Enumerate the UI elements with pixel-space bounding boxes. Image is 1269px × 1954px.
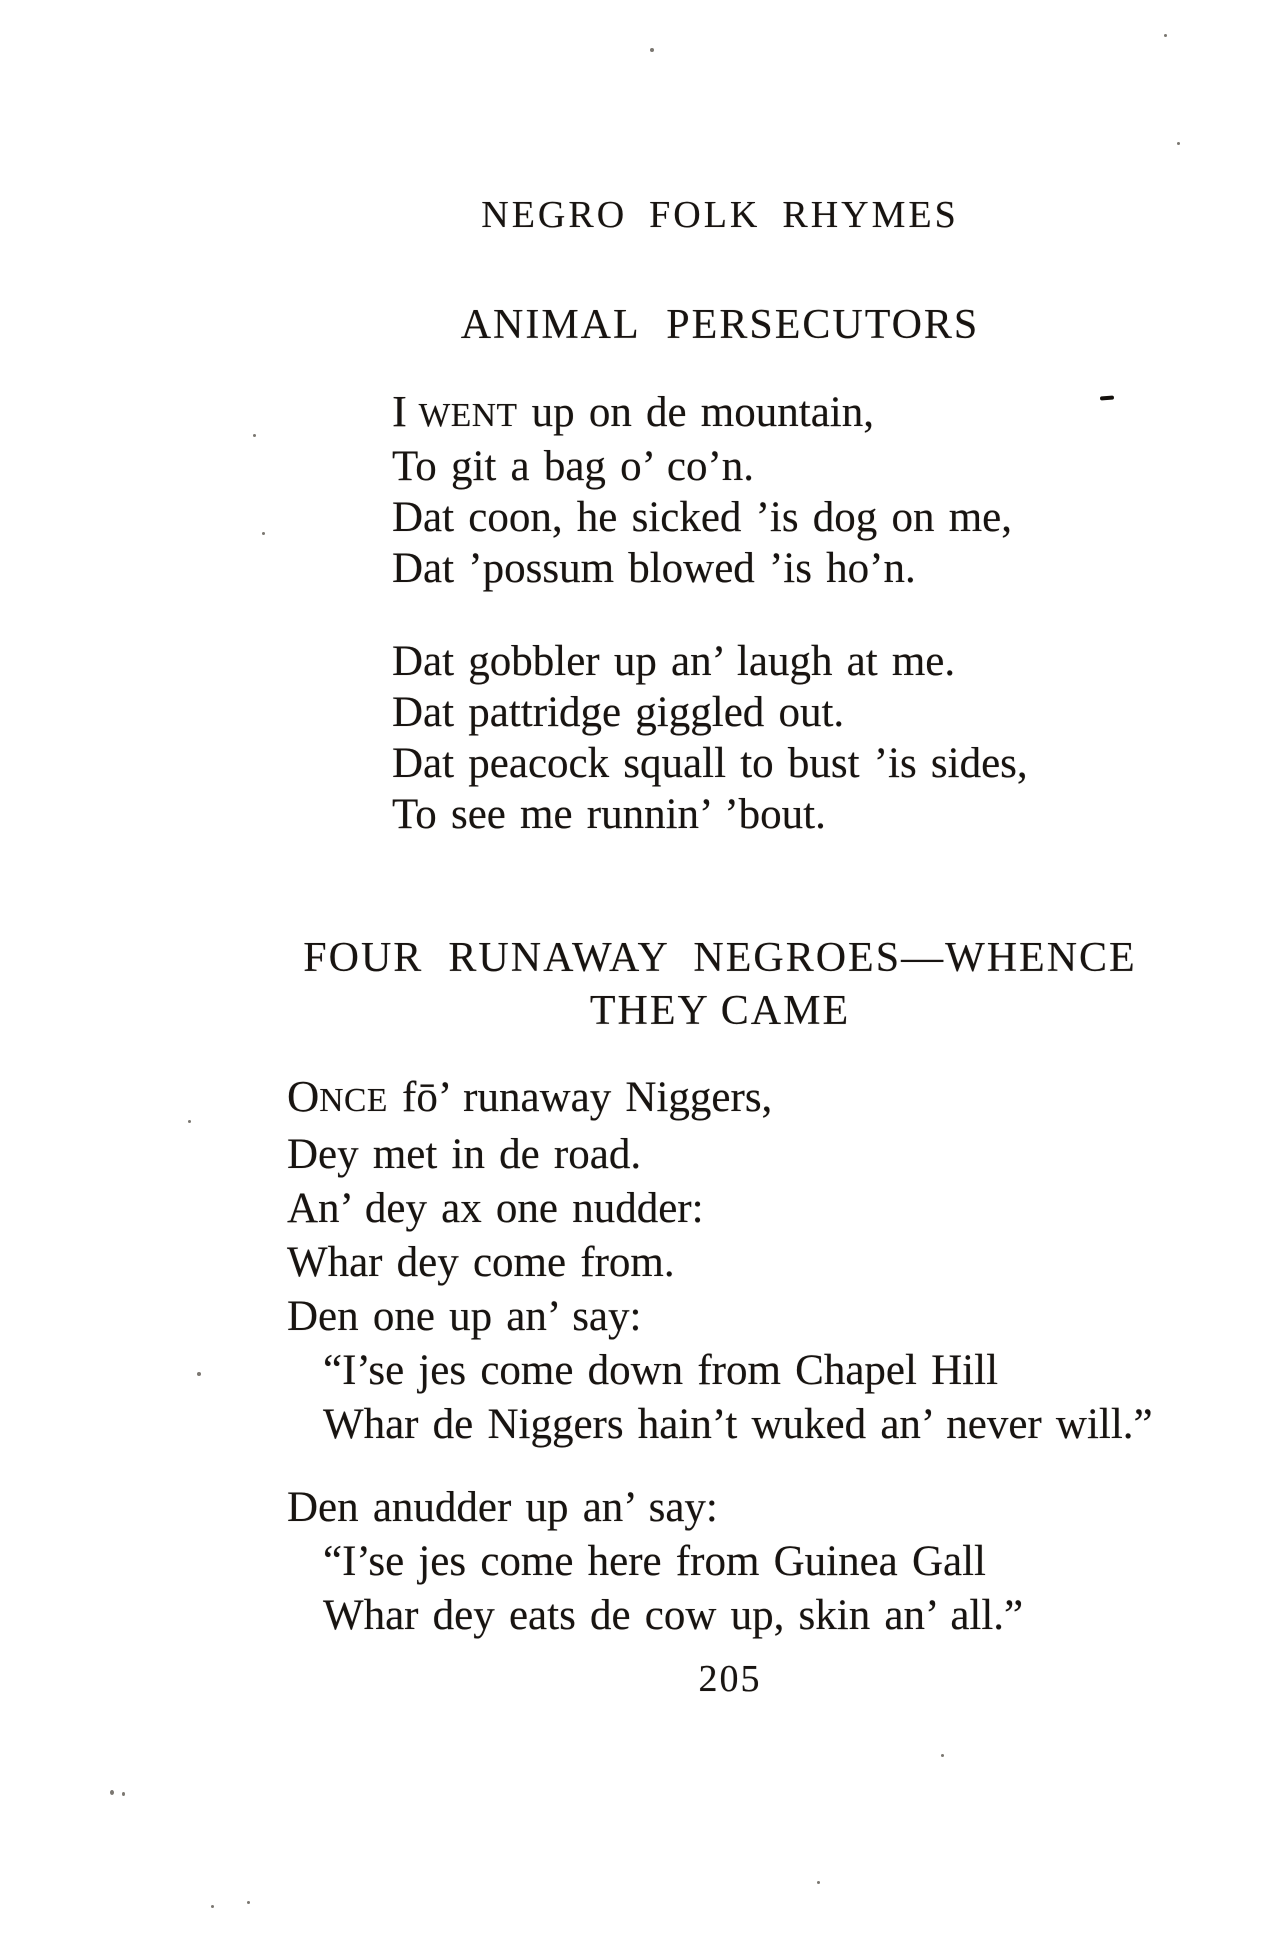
- poem1-stanza2: [392, 636, 1028, 840]
- drop-initial: O: [287, 1071, 320, 1121]
- poem-line: [287, 1069, 1153, 1128]
- poem-line: Dey met in de road.: [287, 1131, 642, 1178]
- poem-line: Dat coon, he sicked ’is dog on me,: [392, 494, 1012, 541]
- poem1-title: ANIMAL PERSECUTORS: [460, 302, 980, 348]
- ink-speck: [650, 48, 654, 52]
- ink-speck: [253, 434, 256, 437]
- poem2-stanza2: [287, 1481, 1023, 1643]
- ink-speck: [122, 1792, 125, 1796]
- poem2-stanza1: [287, 1069, 1153, 1452]
- poem-line-text: up on de mountain,: [517, 389, 874, 436]
- poem2-title-line2: THEY CAME: [589, 988, 851, 1034]
- ink-speck: [1177, 142, 1180, 145]
- ink-speck: [262, 532, 265, 535]
- poem-line: Whar dey come from.: [287, 1239, 675, 1286]
- poem-quote-line: “I’se jes come down from Chapel Hill: [323, 1347, 999, 1394]
- ink-speck: [941, 1754, 944, 1757]
- ink-speck: [817, 1881, 820, 1884]
- ink-speck: [1164, 34, 1167, 37]
- ink-speck: [211, 1905, 214, 1908]
- running-header: NEGRO FOLK RHYMES: [481, 194, 959, 236]
- drop-initial: I: [392, 386, 407, 436]
- poem-line: Den one up an’ say:: [287, 1293, 642, 1340]
- ink-speck: [247, 1901, 250, 1904]
- small-caps-word: NCE: [319, 1082, 388, 1119]
- stray-ink-dash: [1100, 396, 1114, 401]
- poem-line: [392, 386, 1012, 441]
- poem-line: An’ dey ax one nudder:: [287, 1185, 704, 1232]
- ink-speck: [110, 1790, 114, 1795]
- poem2-title: [170, 932, 1269, 1038]
- poem2-title-line1: FOUR RUNAWAY NEGROES—WHENCE: [303, 935, 1137, 981]
- poem-quote-line: “I’se jes come here from Guinea Gall: [323, 1538, 986, 1585]
- small-caps-word: WENT: [406, 397, 518, 434]
- ink-speck: [188, 1120, 191, 1123]
- page-number: 205: [698, 1658, 762, 1700]
- poem-line: Dat gobbler up an’ laugh at me.: [392, 638, 956, 685]
- poem-line-text: fō’ runaway Niggers,: [387, 1074, 773, 1121]
- poem-line: Den anudder up an’ say:: [287, 1484, 718, 1531]
- poem-line: Dat ’possum blowed ’is ho’n.: [392, 545, 916, 592]
- poem-quote-line: Whar dey eats de cow up, skin an’ all.”: [323, 1592, 1024, 1639]
- poem-line: To see me runnin’ ’bout.: [392, 791, 826, 838]
- poem-line: Dat pattridge giggled out.: [392, 689, 845, 736]
- poem-quote-line: Whar de Niggers hain’t wuked an’ never will.”: [323, 1401, 1153, 1448]
- ink-speck: [197, 1372, 201, 1376]
- poem1-stanza1: [392, 386, 1012, 594]
- poem-line: To git a bag o’ co’n.: [392, 443, 755, 490]
- poem-line: Dat peacock squall to bust ’is sides,: [392, 740, 1028, 787]
